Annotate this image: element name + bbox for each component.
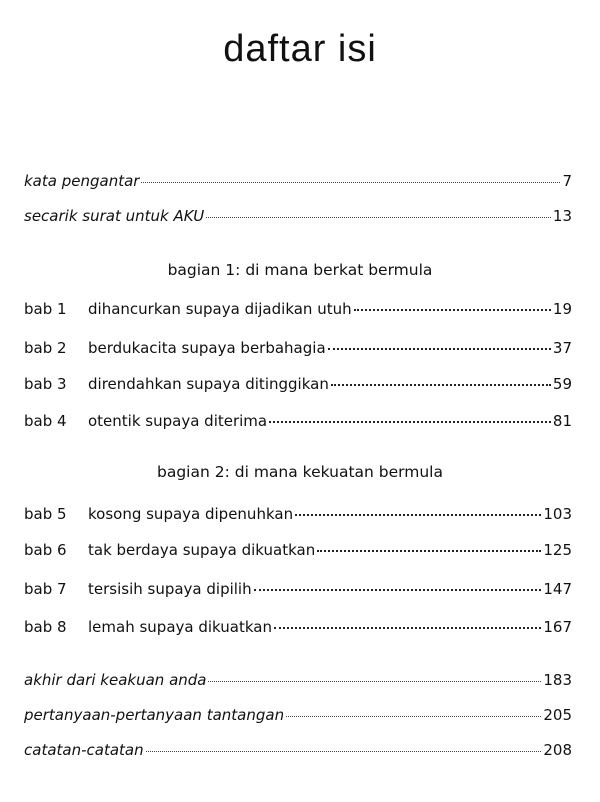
dot-leader (274, 627, 541, 629)
toc-entry-label: secarik surat untuk AKU (24, 207, 205, 225)
chapter-number: bab 8 (24, 618, 67, 636)
toc-entry-page: 208 (543, 741, 572, 759)
toc-entry-pertanyaan[interactable] (24, 706, 572, 724)
toc-entry-label: akhir dari keakuan anda (24, 671, 207, 689)
toc-entry-label: otentik supaya diterima (88, 412, 268, 430)
toc-entry-page: 147 (543, 580, 572, 598)
dot-leader (208, 681, 541, 682)
toc-entry-label: pertanyaan-pertanyaan tantangan (24, 706, 285, 724)
toc-entry-label: direndahkan supaya ditinggikan (88, 375, 329, 393)
toc-entry-label: kosong supaya dipenuhkan (88, 505, 294, 523)
toc-entry-bab-4[interactable] (24, 412, 572, 430)
toc-entry-bab-5[interactable] (24, 505, 572, 523)
toc-entry-page: 183 (543, 671, 572, 689)
chapter-number: bab 7 (24, 580, 67, 598)
toc-entry-bab-1[interactable] (24, 300, 572, 318)
toc-entry-page: 7 (562, 172, 572, 190)
toc-entry-akhir-dari-keakuan[interactable] (24, 671, 572, 689)
chapter-number: bab 3 (24, 375, 67, 393)
toc-entry-bab-8[interactable] (24, 618, 572, 636)
dot-leader (295, 514, 541, 516)
dot-leader (331, 384, 551, 386)
toc-entry-label: lemah supaya dikuatkan (88, 618, 272, 636)
dot-leader (269, 421, 551, 423)
dot-leader (146, 751, 542, 752)
toc-entry-bab-2[interactable] (24, 339, 572, 357)
toc-entry-page: 103 (543, 505, 572, 523)
section-heading-bagian-2: bagian 2: di mana kekuatan bermula (157, 463, 443, 481)
toc-entry-page: 81 (552, 412, 572, 430)
toc-entry-secarik-surat[interactable] (24, 207, 572, 225)
toc-entry-page: 59 (552, 375, 572, 393)
toc-entry-catatan[interactable] (24, 741, 572, 759)
toc-entry-label: kata pengantar (24, 172, 140, 190)
chapter-number: bab 4 (24, 412, 67, 430)
dot-leader (328, 348, 551, 350)
toc-entry-bab-6[interactable] (24, 541, 572, 559)
toc-entry-page: 13 (552, 207, 572, 225)
dot-leader (354, 309, 551, 311)
page-title: daftar isi (223, 28, 377, 70)
toc-entry-page: 37 (552, 339, 572, 357)
toc-entry-kata-pengantar[interactable] (24, 172, 572, 190)
chapter-number: bab 2 (24, 339, 67, 357)
toc-entry-page: 19 (552, 300, 572, 318)
toc-entry-page: 205 (543, 706, 572, 724)
chapter-number: bab 6 (24, 541, 67, 559)
dot-leader (141, 182, 560, 183)
toc-entry-label: berdukacita supaya berbahagia (88, 339, 326, 357)
toc-entry-label: dihancurkan supaya dijadikan utuh (88, 300, 352, 318)
dot-leader (206, 217, 551, 218)
chapter-number: bab 1 (24, 300, 67, 318)
toc-entry-page: 167 (543, 618, 572, 636)
dot-leader (286, 716, 541, 717)
chapter-number: bab 5 (24, 505, 67, 523)
toc-entry-label: tak berdaya supaya dikuatkan (88, 541, 316, 559)
section-heading-bagian-1: bagian 1: di mana berkat bermula (167, 261, 433, 279)
toc-entry-bab-3[interactable] (24, 375, 572, 393)
toc-entry-bab-7[interactable] (24, 580, 572, 598)
dot-leader (317, 550, 541, 552)
toc-entry-label: tersisih supaya dipilih (88, 580, 252, 598)
dot-leader (254, 589, 542, 591)
toc-entry-label: catatan-catatan (24, 741, 144, 759)
toc-entry-page: 125 (543, 541, 572, 559)
